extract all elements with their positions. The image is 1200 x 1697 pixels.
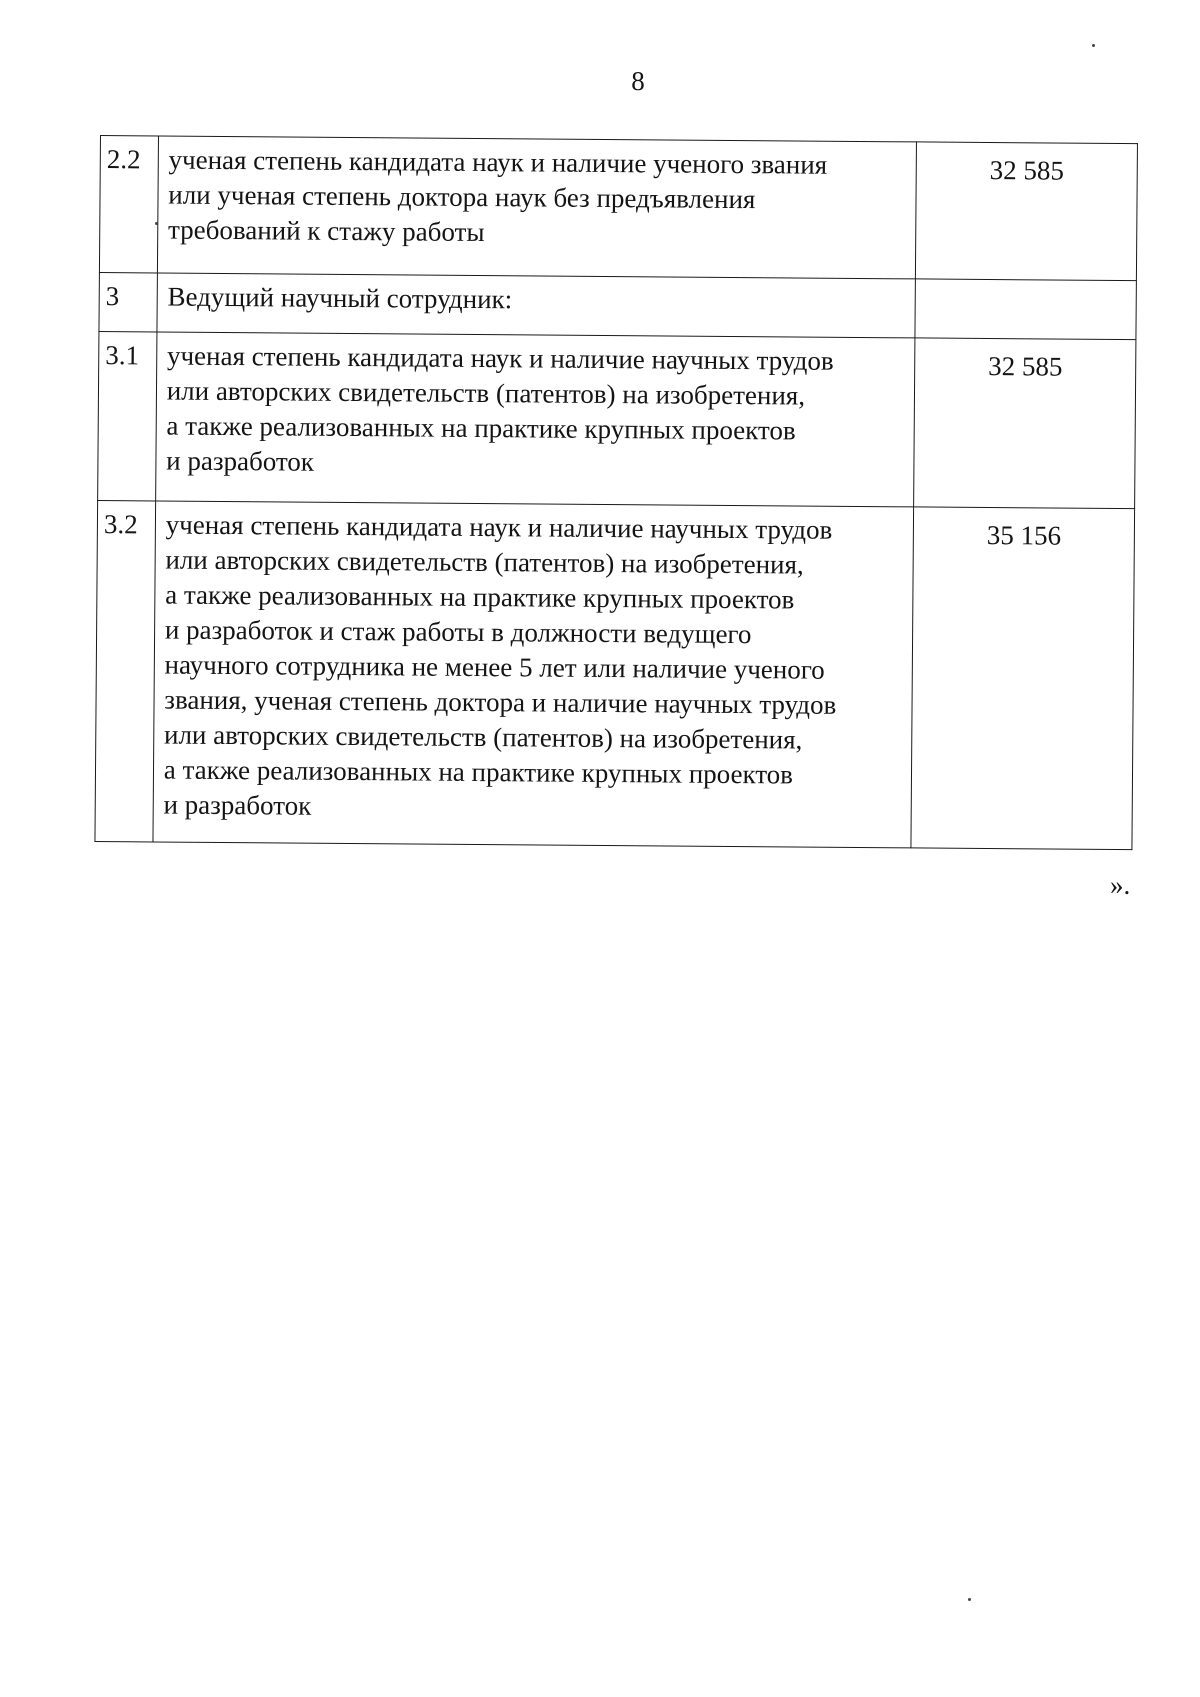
description-line: а также реализованных на практике крупных проектов xyxy=(163,754,794,790)
row-description xyxy=(157,136,916,279)
description-line: или авторских свидетельств (патентов) на изобретения, xyxy=(163,719,803,755)
table-row xyxy=(95,500,1135,849)
row-value xyxy=(915,279,1136,340)
description-line: а также реализованных на практике крупных проектов xyxy=(165,579,795,615)
description-line: и разработок и стаж работы в должности ведущего xyxy=(164,614,752,650)
row-description xyxy=(153,501,914,848)
description-line: требований к стажу работы xyxy=(167,214,485,248)
scan-speck xyxy=(1092,44,1095,47)
row-description xyxy=(157,273,916,338)
row-value: 32 585 xyxy=(916,142,1138,281)
table-row xyxy=(98,331,1136,508)
row-value: 35 156 xyxy=(911,507,1134,850)
row-value: 32 585 xyxy=(914,338,1136,509)
row-number: 3.1 xyxy=(98,331,157,500)
description-line: ученая степень кандидата наук и наличие научных трудов xyxy=(165,509,833,545)
description-line: и разработок xyxy=(163,789,312,821)
description-line: звания, ученая степень доктора и наличие научных трудов xyxy=(164,684,837,720)
description-line: или ученая степень доктора наук без предъявления xyxy=(168,179,756,215)
description-line: ученая степень кандидата наук и наличие ученого звания xyxy=(168,144,828,180)
description-line: или авторских свидетельств (патентов) на изобретения, xyxy=(165,544,804,580)
description-line: Ведущий научный сотрудник: xyxy=(167,281,513,315)
description-line: или авторских свидетельств (патентов) на изобретения, xyxy=(166,375,806,411)
row-number: 3.2 xyxy=(95,500,155,841)
scan-speck xyxy=(968,1598,971,1601)
scan-speck xyxy=(155,222,158,225)
salary-table xyxy=(94,135,1138,850)
closing-quote: ». xyxy=(1110,870,1131,900)
row-number: 3 xyxy=(99,272,157,331)
row-number: 2.2 xyxy=(99,136,158,273)
table-row xyxy=(99,272,1136,339)
table-row xyxy=(99,136,1137,281)
description-line: научного сотрудника не менее 5 лет или наличие ученого xyxy=(164,649,825,685)
page-number: 8 xyxy=(631,66,645,96)
description-line: а также реализованных на практике крупных проектов xyxy=(166,410,796,446)
description-line: ученая степень кандидата наук и наличие научных трудов xyxy=(166,340,834,376)
description-line: и разработок xyxy=(166,445,315,477)
row-description xyxy=(155,332,915,507)
